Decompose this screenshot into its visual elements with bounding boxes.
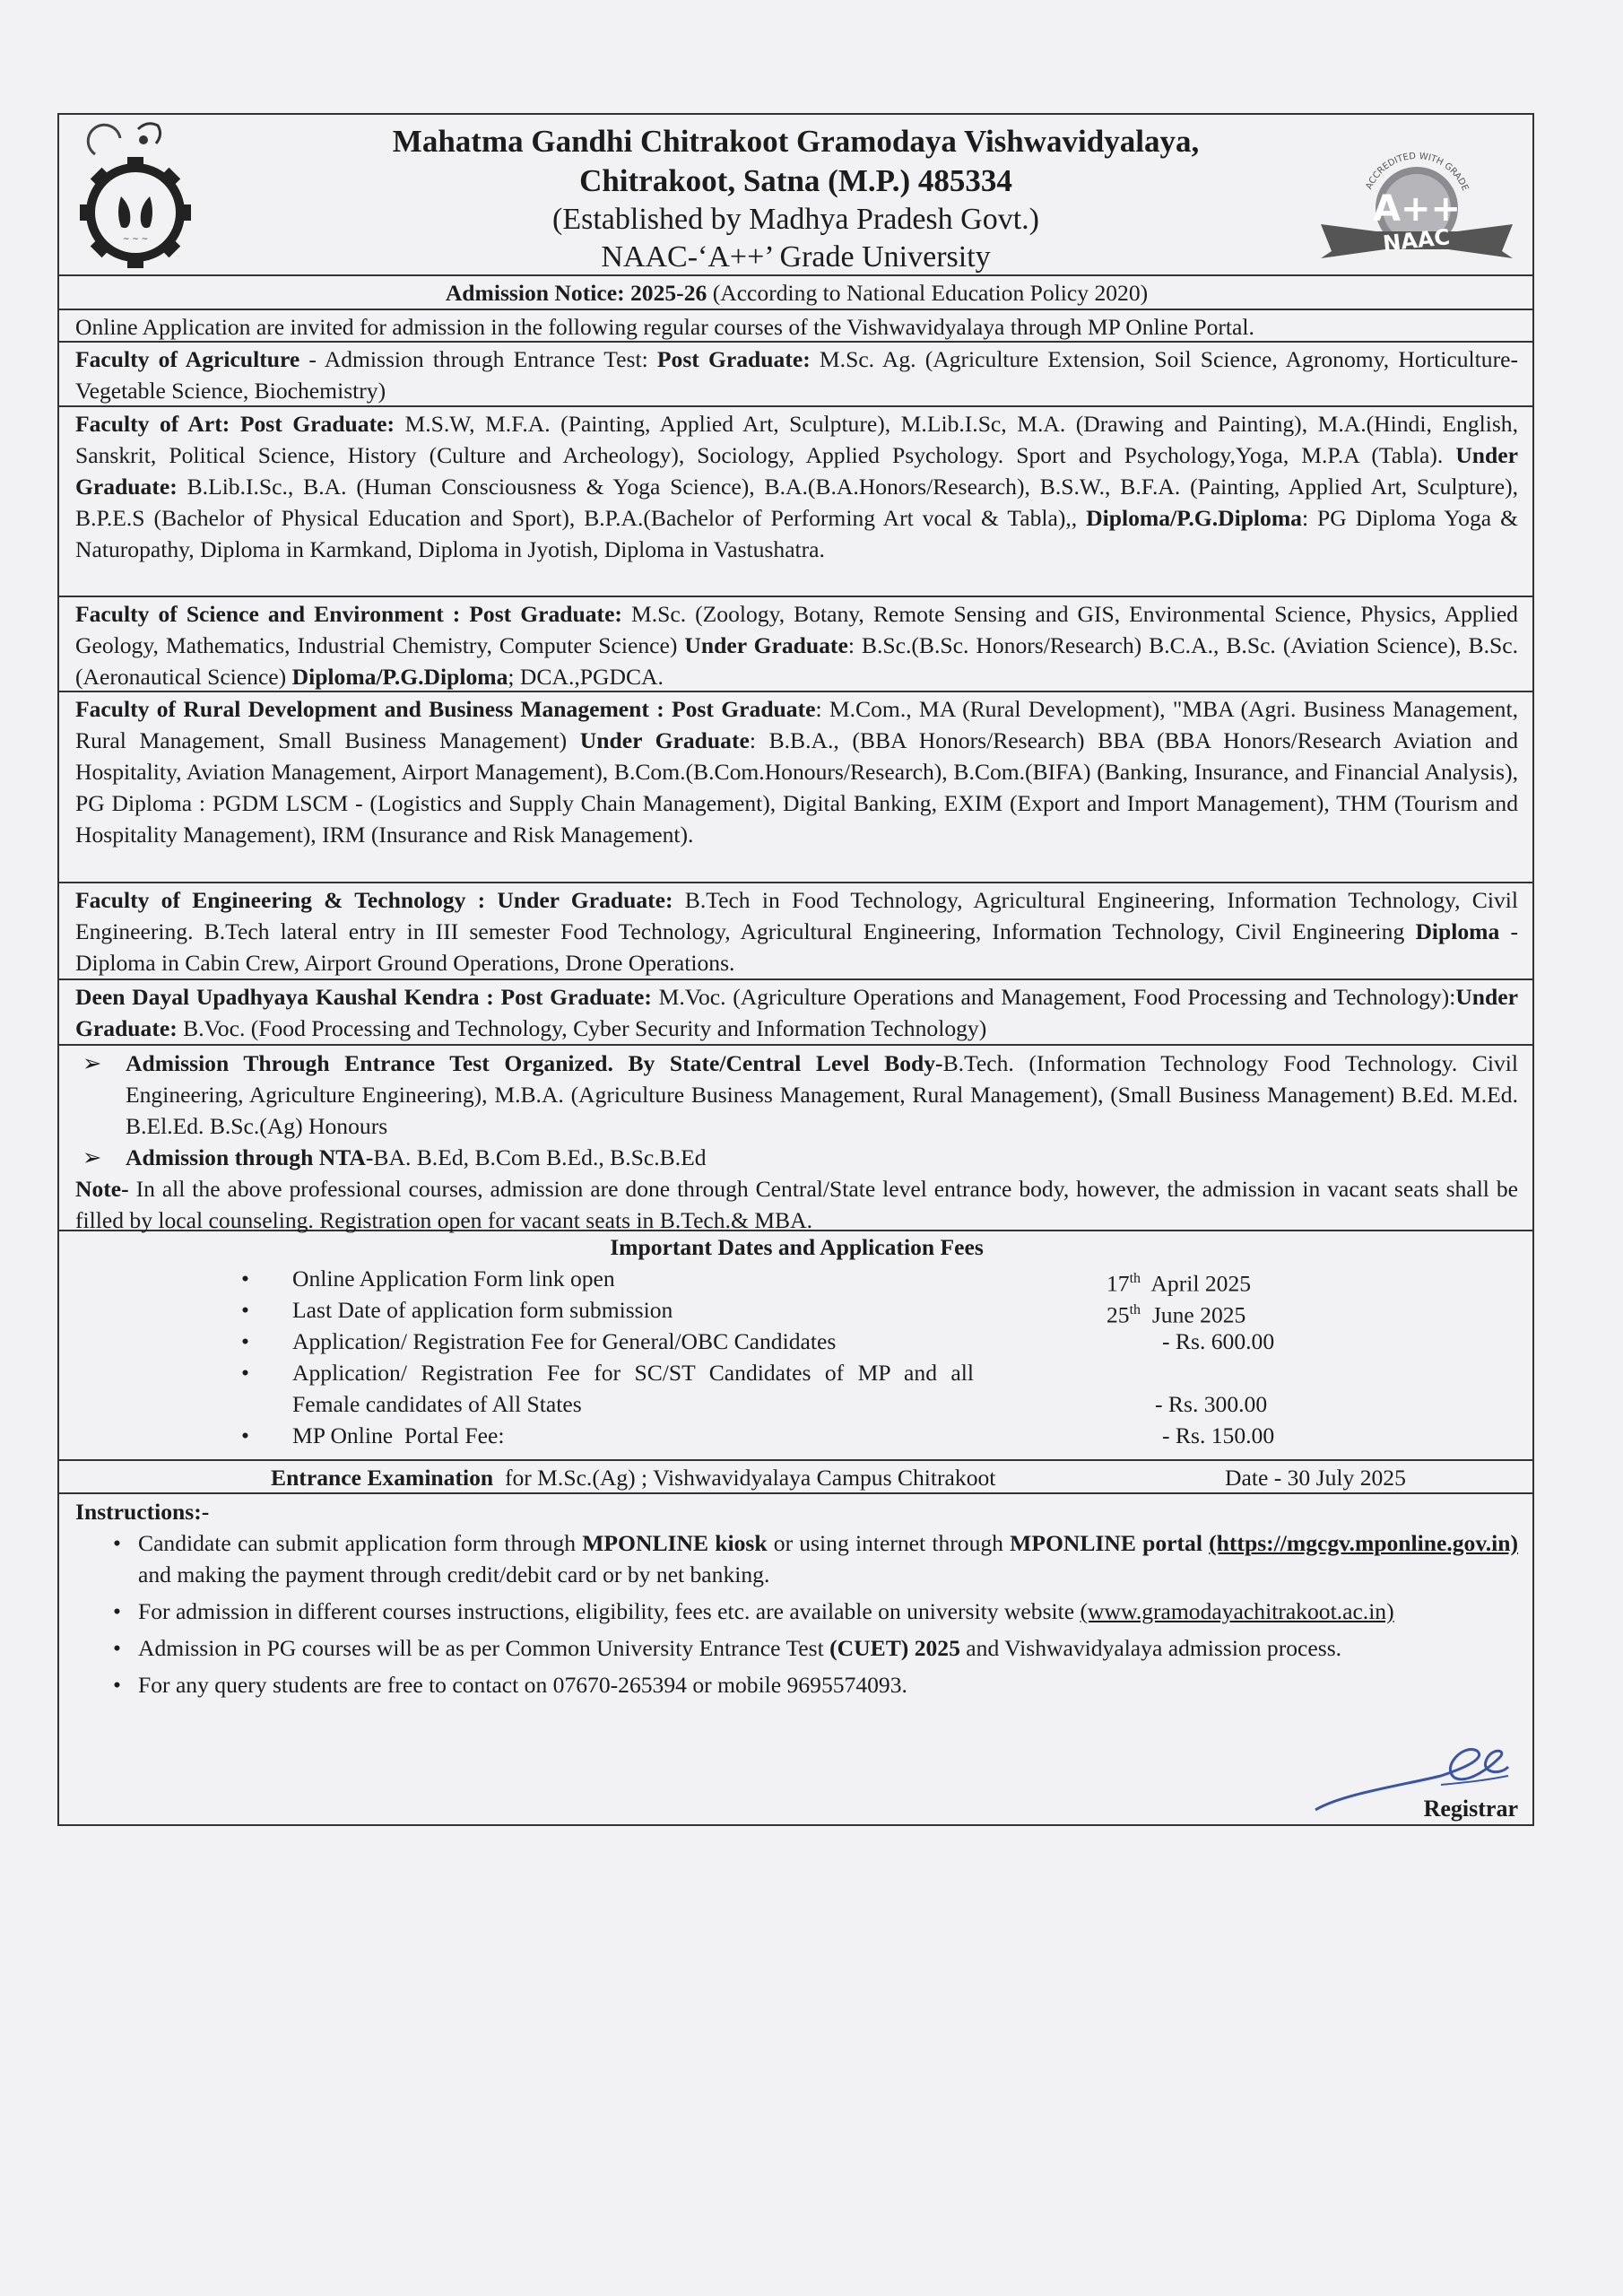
instruction-text: Candidate can submit application form through (138, 1530, 583, 1556)
deendayal-head: Deen Dayal Upadhyaya Kaushal Kendra : Post Graduate: (75, 984, 652, 1010)
bullet-icon: • (241, 1422, 249, 1448)
faculty-art-ug-courses: B.Lib.I.Sc., B.A. (Human Consciousness & Yoga Science), B.A.(B.A.Honors/Research), B.S.W., B.F.A. (Painting, Applied Art, Sculpture), B.P.E.S (Bachelor of Physical Education and Sport), B.P.A.(Bachelor of Performing Art vocal & Tabla),, (75, 474, 1518, 531)
faculty-agriculture (59, 343, 1532, 407)
date-day: 17 (1107, 1270, 1130, 1297)
faculty-art-diploma-courses: : PG Diploma Yoga & Naturopathy, Diploma in Karmkand, Diploma in Jyotish, Diploma in Vastushatra. (75, 505, 1518, 562)
admission-notice (57, 113, 1534, 1826)
fee-row-value: - Rs. 150.00 (1162, 1422, 1275, 1448)
instruction-item (75, 1527, 1518, 1590)
entrance-note-label: Note- (75, 1176, 129, 1202)
fee-row-label: Online Application Form link open (292, 1265, 615, 1292)
entrance-nta-label: Admission through NTA- (126, 1144, 374, 1170)
instruction-kiosk: MPONLINE kiosk (582, 1530, 768, 1556)
entrance-exam-label (271, 1462, 995, 1493)
notice-title (59, 276, 1532, 310)
faculty-art (59, 407, 1532, 597)
entrance-nta-courses: BA. B.Ed, B.Com B.Ed., B.Sc.B.Ed (373, 1144, 707, 1170)
deendayal-ug-courses: B.Voc. (Food Processing and Technology, Cyber Security and Information Technology) (177, 1015, 987, 1041)
university-name: Mahatma Gandhi Chitrakoot Gramodaya Vishwavidyalaya, (392, 124, 1200, 159)
faculty-science-ug-courses: : B.Sc.(B.Sc. Honors/Research) B.C.A., B.Sc. (Aviation Science), B.Sc. (Aeronautical Science) (75, 632, 1518, 690)
bullet-icon: • (113, 1672, 121, 1698)
faculty-agriculture-text: - Admission through Entrance Test: (299, 346, 657, 372)
fee-row (75, 1294, 1518, 1326)
faculty-engineering-diploma-courses: - Diploma in Cabin Crew, Airport Ground Operations, Drone Operations. (75, 918, 1519, 976)
fee-row-label: Application/ Registration Fee for General/OBC Candidates (292, 1328, 837, 1354)
date-month-year: April 2025 (1141, 1270, 1252, 1297)
faculty-science-ug-label: Under Graduate (684, 632, 848, 658)
instruction-text: For admission in different courses instructions, eligibility, fees etc. are available on university website (138, 1598, 1081, 1624)
faculty-rural-pg-courses: : M.Com., MA (Rural Development), "MBA (Agri. Business Management, Rural Management, Small Business Management) (75, 696, 1518, 753)
naac-badge-grade: A++ (1373, 188, 1461, 230)
entrance-state-body-label: Admission Through Entrance Test Organized. By State/Central Level Body- (126, 1050, 943, 1076)
bullet-icon: • (241, 1328, 249, 1354)
fee-row-label: Last Date of application form submission (292, 1297, 673, 1323)
faculty-science (59, 597, 1532, 692)
bullet-icon: • (113, 1635, 121, 1661)
svg-text:~ ~ ~: ~ ~ ~ (122, 235, 149, 244)
registrar-label: Registrar (1423, 1796, 1518, 1822)
fee-row-value: - Rs. 600.00 (1162, 1328, 1275, 1354)
faculty-science-diploma-courses: ; DCA.,PGDCA. (508, 664, 664, 690)
important-dates-fees (59, 1231, 1532, 1461)
entrance-nta-item (75, 1142, 1518, 1173)
arrow-bullet-icon: ➢ (82, 1050, 102, 1076)
bullet-icon: • (241, 1297, 249, 1323)
faculty-engineering-diploma-label: Diploma (1415, 918, 1500, 944)
date-suffix: th (1129, 1302, 1141, 1318)
deendayal-pg-courses: M.Voc. (Agriculture Operations and Management, Food Processing and Technology): (651, 984, 1456, 1010)
entrance-note (75, 1173, 1518, 1236)
instructions-title: Instructions:- (75, 1499, 210, 1525)
naac-badge-icon (1314, 145, 1520, 262)
faculty-engineering (59, 883, 1532, 980)
mponline-portal-link[interactable]: (https://mgcgv.mponline.gov.in) (1209, 1530, 1518, 1556)
instruction-text: and making the payment through credit/debit card or by net banking. (138, 1561, 770, 1587)
fees-title: Important Dates and Application Fees (610, 1234, 984, 1260)
fee-row (75, 1420, 1518, 1451)
university-website-link[interactable]: (www.gramodayachitrakoot.ac.in) (1080, 1598, 1394, 1624)
instruction-item (75, 1632, 1518, 1664)
fee-row-value: - Rs. 300.00 (1155, 1391, 1268, 1417)
entrance-exam-title: Entrance Examination (271, 1465, 494, 1491)
instructions (59, 1494, 1532, 1700)
faculty-art-ug-label: Under Graduate: (75, 442, 1518, 500)
instruction-item (75, 1596, 1518, 1627)
faculty-agriculture-pg-label: Post Graduate: (656, 346, 811, 372)
bullet-icon: • (241, 1265, 249, 1292)
faculty-art-head: Faculty of Art: Post Graduate: (75, 411, 395, 437)
university-address: Chitrakoot, Satna (M.P.) 485334 (579, 163, 1012, 198)
instruction-text: and Vishwavidyalaya admission process. (959, 1635, 1342, 1661)
entrance-admission (59, 1046, 1532, 1231)
letterhead (59, 115, 1532, 276)
faculty-rural-head: Faculty of Rural Development and Business Management : Post Graduate (75, 696, 816, 722)
instruction-contact: For any query students are free to contact on 07670-265394 or mobile 9695574093. (138, 1672, 907, 1698)
bullet-icon: • (241, 1360, 249, 1386)
fee-row (75, 1263, 1518, 1297)
naac-arc-text: ACCREDITED WITH GRADE (1364, 151, 1471, 193)
faculty-engineering-courses: B.Tech in Food Technology, Agricultural Engineering, Information Technology, Civil Engineering. B.Tech lateral entry in III semester Food Technology, Agricultural Engineering, Information Technology, Civil Engineering (75, 887, 1518, 944)
date-suffix: th (1129, 1271, 1141, 1286)
entrance-note-text: In all the above professional courses, admission are done through Central/State level entrance body, however, the admission in vacant seats shall be filled by local counseling. Registration open for vacant seats in B.Tech.& MBA. (75, 1176, 1518, 1233)
fee-row-label: Application/ Registration Fee for SC/ST Candidates of MP and all Female candidates of All States (292, 1360, 974, 1417)
instruction-portal: MPONLINE portal (1010, 1530, 1202, 1556)
faculty-art-pg-courses: M.S.W, M.F.A. (Painting, Applied Art, Sculpture), M.Lib.I.Sc, M.A. (Drawing and Painting), M.A.(Hindi, English, Sanskrit, Political Science, History (Culture and Archeology), Sociology, Applied Psychology. Sport and Psychology,Yoga, M.P.A (Tabla). (75, 411, 1518, 468)
faculty-agriculture-courses: M.Sc. Ag. (Agriculture Extension, Soil Science, Agronomy, Horticulture-Vegetable Science, Biochemistry) (75, 346, 1518, 404)
faculty-rural-development (59, 692, 1532, 883)
establishment-line: (Established by Madhya Pradesh Govt.) (552, 203, 1039, 236)
fee-row-label: MP Online Portal Fee: (292, 1422, 505, 1448)
deendayal-kaushal-kendra (59, 980, 1532, 1046)
arrow-bullet-icon: ➢ (82, 1144, 102, 1170)
faculty-rural-ug-label: Under Graduate (579, 727, 750, 753)
notice-title-bold: Admission Notice: 2025-26 (445, 280, 707, 306)
entrance-state-body-item (75, 1048, 1518, 1142)
faculty-rural-ug-courses: : B.B.A., (BBA Honors/Research) BBA (BBA Honors/Research Aviation and Hospitality, Aviation Management, Airport Management), B.Com.(B.Com.Honours/Research), B.Com.(BIFA) (Banking, Insurance, and Financial Analysis), PG Diploma : PGDM LSCM - (Logistics and Supply Chain Management), Digital Banking, EXIM (Export and Import Management), THM (Tourism and Hospitality Management), IRM (Insurance and Risk Management). (75, 727, 1518, 848)
entrance-exam-venue: for M.Sc.(Ag) ; Vishwavidyalaya Campus Chitrakoot (493, 1465, 996, 1491)
fee-row (75, 1326, 1518, 1357)
date-month-year: June 2025 (1141, 1301, 1246, 1328)
entrance-exam-date: Date - 30 July 2025 (1225, 1465, 1406, 1491)
naac-grade-line: NAAC-‘A++’ Grade University (601, 240, 991, 274)
instruction-text: or using internet through (767, 1530, 1011, 1556)
faculty-science-head: Faculty of Science and Environment : Post Graduate: (75, 601, 622, 627)
instruction-text: Admission in PG courses will be as per Common University Entrance Test (138, 1635, 830, 1661)
bullet-icon: • (113, 1598, 121, 1624)
fee-row (75, 1357, 1518, 1420)
faculty-agriculture-head: Faculty of Agriculture (75, 346, 300, 372)
instruction-item (75, 1669, 1518, 1700)
faculty-science-pg-courses: M.Sc. (Zoology, Botany, Remote Sensing and GIS, Environmental Science, Physics, Applied Geology, Mathematics, Industrial Chemistry, Computer Science) (75, 601, 1518, 658)
entrance-exam-row (59, 1461, 1532, 1494)
deendayal-ug-label: Under Graduate: (75, 984, 1518, 1041)
entrance-state-body-courses: B.Tech. (Information Technology Food Technology. Civil Engineering, Agriculture Engineering), M.B.A. (Agriculture Business Management, Rural Management), (Small Business Management) B.Ed. M.Ed. B.El.Ed. B.Sc.(Ag) Honours (126, 1050, 1519, 1139)
date-day: 25 (1107, 1301, 1130, 1328)
faculty-engineering-head: Faculty of Engineering & Technology : Under Graduate: (75, 887, 673, 913)
naac-ribbon-text: NAAC (1381, 224, 1452, 257)
bullet-icon: • (113, 1530, 121, 1556)
faculty-art-diploma-label: Diploma/P.G.Diploma (1086, 505, 1302, 531)
university-emblem-icon (68, 118, 203, 271)
notice-intro: Online Application are invited for admission in the following regular courses of the Vishwavidyalaya through MP Online Portal. (59, 310, 1532, 343)
faculty-science-diploma-label: Diploma/P.G.Diploma (291, 664, 508, 690)
notice-title-rest: (According to National Education Policy 2020) (707, 280, 1149, 306)
instruction-cuet: (CUET) 2025 (829, 1635, 960, 1661)
